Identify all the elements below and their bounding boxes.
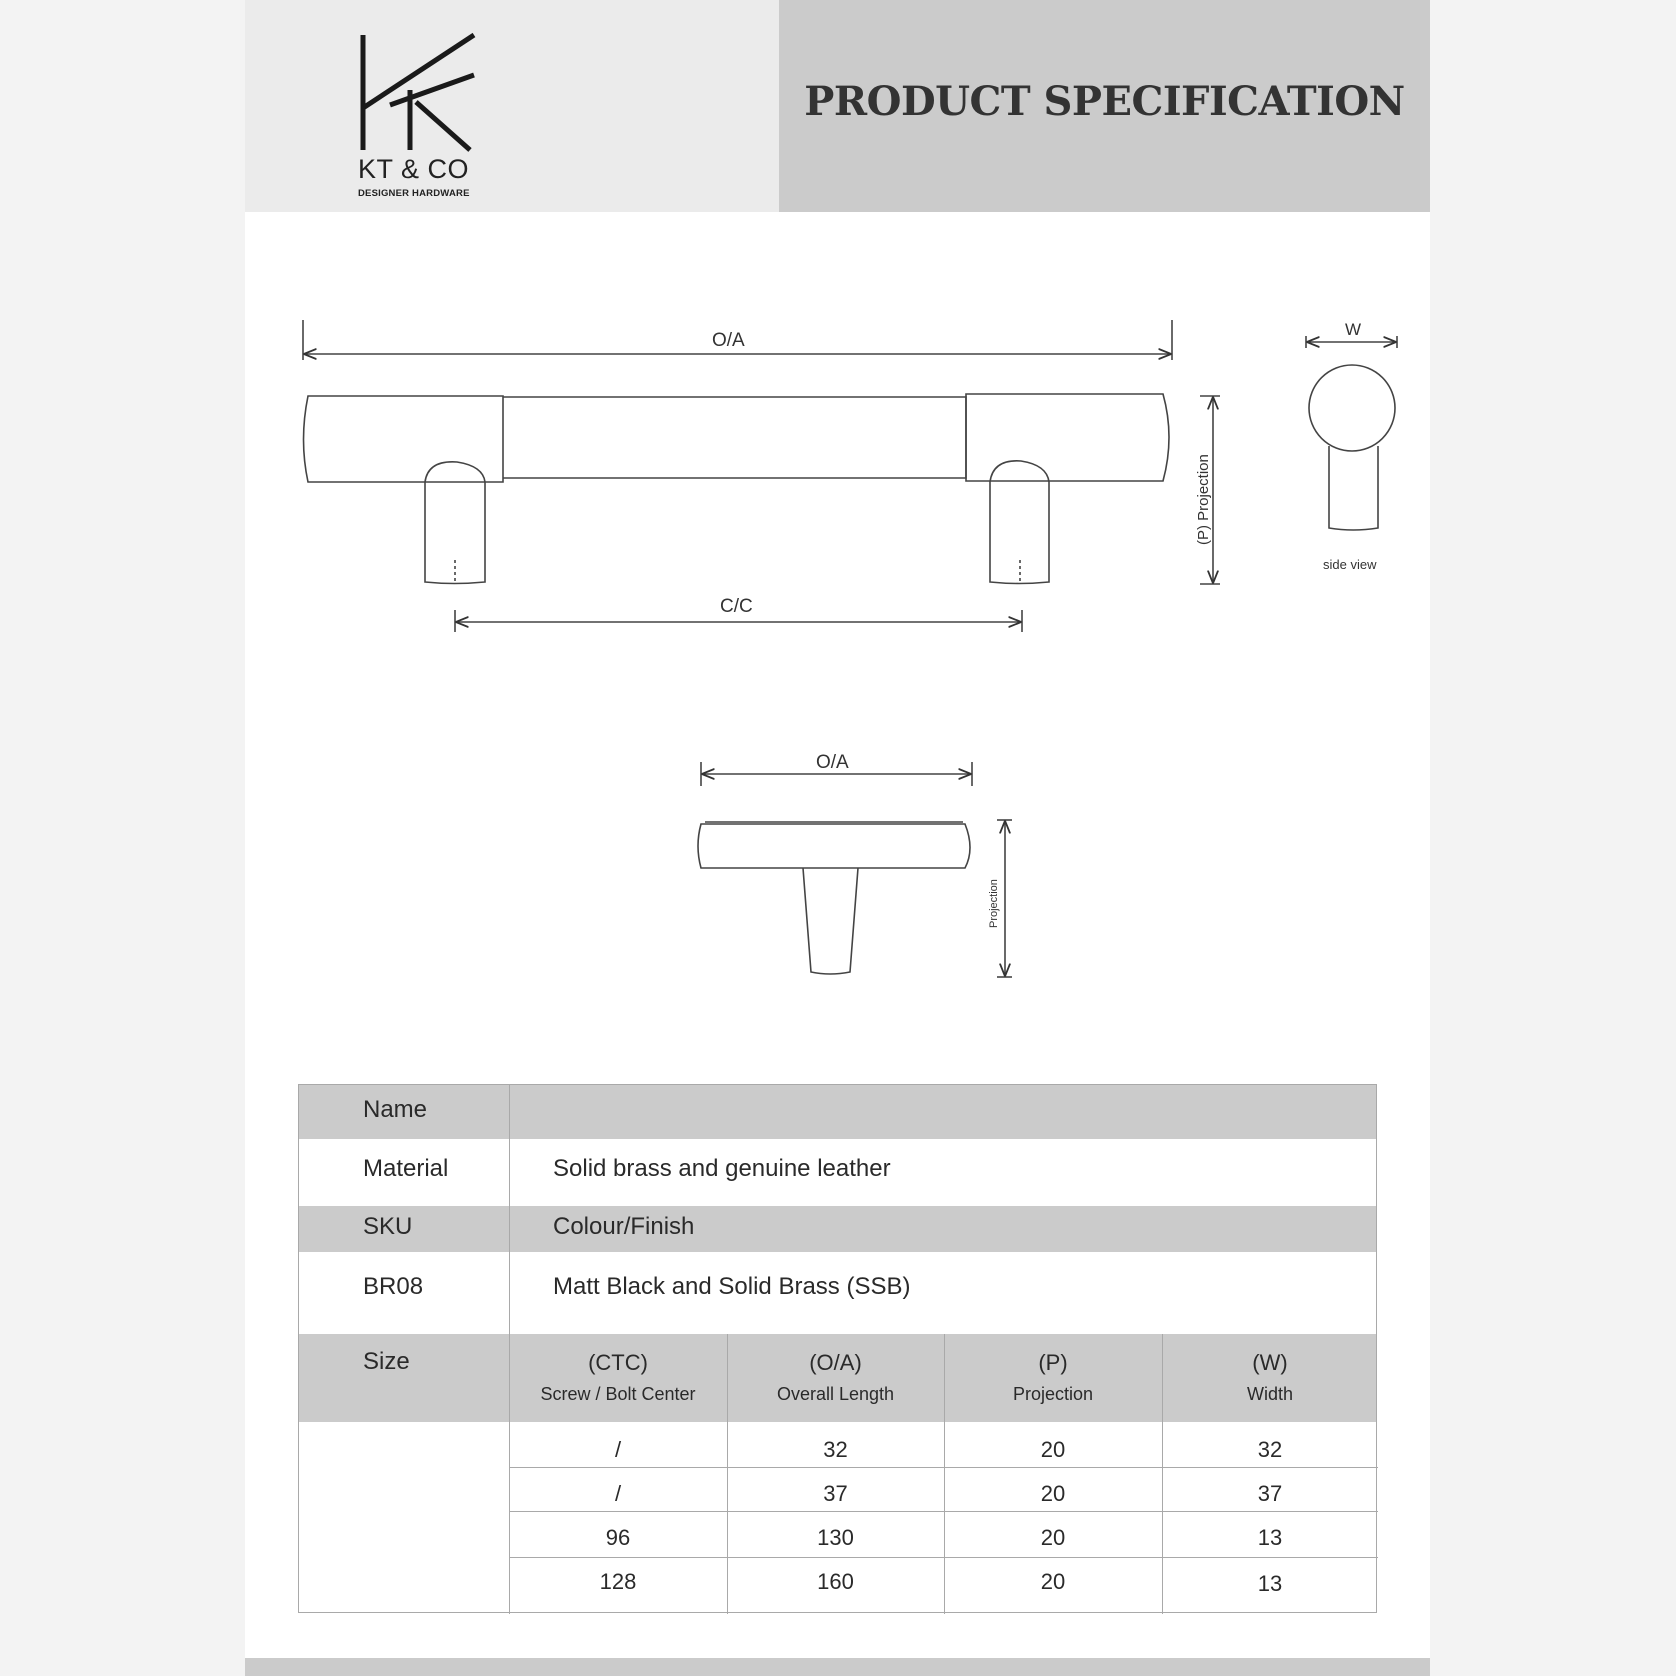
name-row [299,1085,1376,1139]
sku-value-row [299,1252,1376,1334]
brand-tagline: DESIGNER HARDWARE [358,188,470,199]
overall-length-cell: 37 [823,1481,848,1506]
width-cell: 37 [1257,1481,1283,1506]
brand-name: KT & CO [358,154,470,184]
pull-handle-side-view [1306,336,1397,530]
knob-overall-label: O/A [816,752,849,773]
sku-label: SKU [363,1213,413,1240]
width-cell: 13 [1257,1571,1283,1596]
specification-table [298,1084,1377,1613]
page-title: PRODUCT SPECIFICATION [804,78,1405,125]
width-label: W [1345,320,1362,339]
size-header-row [299,1334,1376,1422]
footer-bar [245,1658,1430,1676]
width-cell: 32 [1257,1437,1283,1462]
column-header-overall-length: (O/A) Overall Length [776,1350,895,1404]
center-to-center-label: C/C [720,596,753,617]
pull-handle-front-view [304,394,1170,584]
colour-finish-value: Matt Black and Solid Brass (SSB) [553,1273,911,1300]
column-header-projection: (P) Projection [1012,1350,1094,1404]
ctc-cell: 128 [599,1569,637,1594]
row-divider [509,1511,1378,1512]
overall-length-cell: 32 [823,1437,848,1462]
width-cell: 13 [1257,1525,1283,1550]
technical-drawing [245,0,1430,1000]
material-value: Solid brass and genuine leather [553,1155,891,1182]
material-label: Material [363,1155,449,1182]
spec-sheet [245,0,1430,1676]
projection-cell: 20 [1040,1437,1066,1462]
ctc-cell: / [614,1437,622,1462]
row-divider [509,1467,1378,1468]
projection-cell: 20 [1040,1569,1066,1594]
knob-front-view [698,822,970,974]
overall-length-label: O/A [712,330,745,351]
projection-cell: 20 [1040,1481,1066,1506]
sku-header-row [299,1206,1376,1252]
side-view-label: side view [1323,557,1377,572]
column-header-ctc: (CTC) Screw / Bolt Center [540,1350,696,1404]
row-divider [509,1557,1378,1558]
ctc-cell: / [614,1481,622,1506]
overall-length-cell: 130 [817,1525,854,1550]
ctc-cell: 96 [605,1525,631,1550]
size-label: Size [363,1348,410,1375]
column-header-width: (W) Width [1246,1350,1293,1404]
projection-cell: 20 [1040,1525,1066,1550]
knob-projection-label: Projection [988,879,1000,928]
colour-finish-label: Colour/Finish [553,1213,695,1240]
material-row [299,1139,1376,1206]
overall-length-cell: 160 [817,1569,854,1594]
projection-label: (P) Projection [1195,454,1212,545]
sku-value: BR08 [363,1273,424,1300]
name-label: Name [363,1096,428,1123]
